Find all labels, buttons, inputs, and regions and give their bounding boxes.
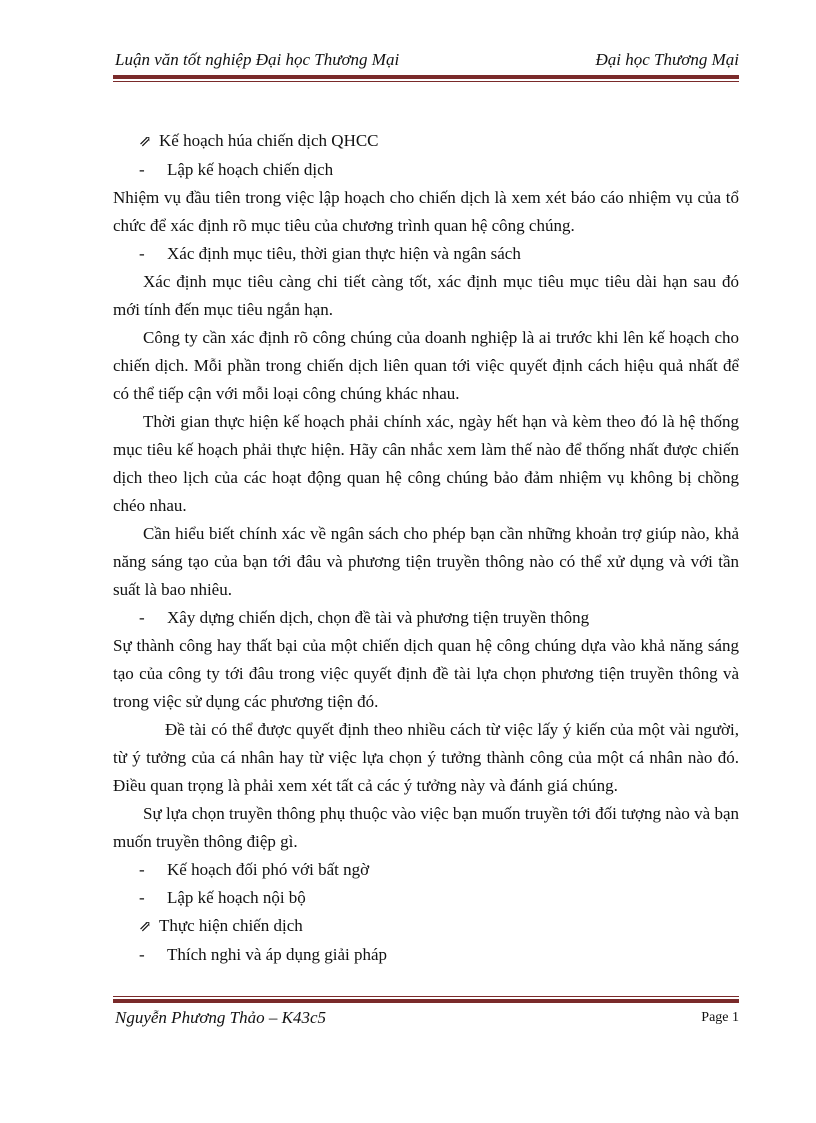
paragraph: Cần hiểu biết chính xác về ngân sách cho phép bạn cần những khoản trợ giúp nào, khả năng sáng tạo của bạn tới đâu và phương tiện truyền thông nào có thể xử dụng và với tần suất là bao nhiêu.	[113, 524, 739, 599]
paragraph: Xác định mục tiêu càng chi tiết càng tốt, xác định mục tiêu mục tiêu dài hạn sau đó mới tính đến mục tiêu ngắn hạn.	[113, 272, 739, 319]
header-right-title: Đại học Thương Mại	[595, 50, 739, 69]
arrow-item: ⇗ Kế hoạch húa chiến dịch QHCC	[113, 127, 739, 156]
arrow-item: ⇗ Thực hiện chiến dịch	[113, 912, 739, 941]
paragraph: Sự lựa chọn truyền thông phụ thuộc vào việc bạn muốn truyền tới đối tượng nào và bạn muốn truyền thông điệp gì.	[113, 804, 739, 851]
dash-item: - Xây dựng chiến dịch, chọn đề tài và phương tiện truyền thông	[139, 608, 590, 627]
dash-item: - Xác định mục tiêu, thời gian thực hiện và ngân sách	[139, 244, 521, 263]
document-body	[113, 127, 739, 969]
paragraph: Công ty cần xác định rõ công chúng của doanh nghiệp là ai trước khi lên kế hoạch cho chiến dịch. Mỗi phần trong chiến dịch liên quan tới việc quyết định cách hiệu quả nhất để có thể tiếp cận với mỗi loại công chúng khác nhau.	[113, 328, 739, 403]
page-footer	[113, 1006, 739, 1032]
dash-item: - Thích nghi và áp dụng giải pháp	[139, 945, 388, 964]
paragraph: Nhiệm vụ đầu tiên trong việc lập hoạch cho chiến dịch là xem xét báo cáo nhiệm vụ của tổ chức để xác định rõ mục tiêu của chương trình quan hệ công chúng.	[113, 188, 739, 235]
header-left-title: Luận văn tốt nghiệp Đại học Thương Mại	[115, 50, 400, 69]
page-number: Page 1	[701, 1010, 739, 1025]
header-rule	[113, 75, 739, 82]
paragraph: Đề tài có thể được quyết định theo nhiều cách từ việc lấy ý kiến của một vài người, từ ý tưởng của cá nhân hay từ việc lựa chọn ý tưởng thành công của một cá nhân nào đó. Điều quan trọng là phải xem xét tất cả các ý tưởng này và đánh giá chúng.	[113, 720, 739, 795]
dash-item: - Lập kế hoạch chiến dịch	[139, 160, 334, 179]
dash-item: - Lập kế hoạch nội bộ	[139, 888, 306, 907]
footer-rule	[113, 996, 739, 1003]
footer-author: Nguyễn Phương Thảo – K43c5	[115, 1008, 326, 1027]
hollow-arrow-icon: ⇗	[139, 134, 152, 150]
hollow-arrow-icon: ⇗	[139, 919, 152, 935]
paragraph: Sự thành công hay thất bại của một chiến dịch quan hệ công chúng dựa vào khả năng sáng tạo của công ty tới đâu trong việc quyết định đề tài lựa chọn phương tiện truyền thông và trong việc sử dụng các phương tiện đó.	[113, 636, 739, 711]
dash-item: - Kế hoạch đối phó với bất ngờ	[139, 860, 370, 879]
paragraph: Thời gian thực hiện kế hoạch phải chính xác, ngày hết hạn và kèm theo đó là hệ thống mục tiêu kế hoạch phải thực hiện. Hãy cân nhắc xem làm thế nào để thống nhất được chiến dịch theo lịch của các hoạt động quan hệ công chúng bảo đảm nhiệm vụ không bị chồng chéo nhau.	[113, 412, 739, 515]
page-header	[113, 48, 739, 74]
